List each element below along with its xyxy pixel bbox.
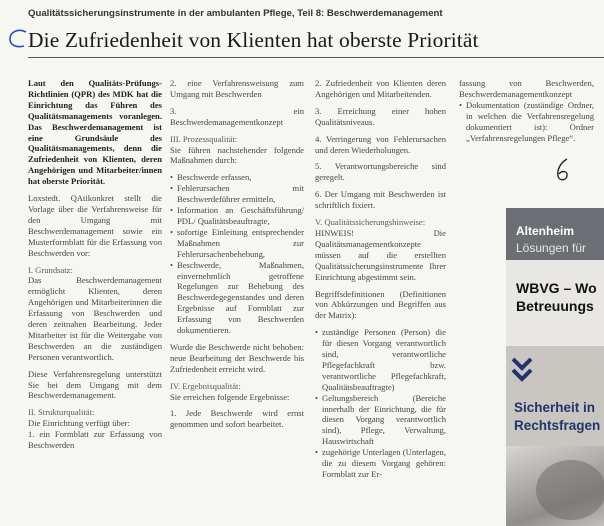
paragraph: 4. Verringerung von Fehlerursachen und deren Wiederholungen.	[315, 133, 446, 155]
intro-paragraph: Laut den Qualitäts-Prüfungs-Richtlinien (QPR) des MDK hat die Einrichtung das Führen des Qualitätsmanagements voranlegen. Das Beschwerdemanagement ist eine Grundsäule des Qualitätsmanagements, denn die Zufriedenheit von Klienten, deren Angehörigen und Mitarbeiter/innen hat oberste Priorität.	[28, 78, 162, 187]
paragraph: 3. Erreichung einer hohen Qualitätsniveaus.	[315, 105, 446, 127]
column-2	[170, 78, 304, 436]
ad-header	[506, 208, 604, 260]
paragraph: Sie erreichen folgende Ergebnisse:	[170, 391, 290, 402]
section-heading: III. Prozessqualität:	[170, 133, 238, 144]
ad-header-subtitle: Lösungen für	[516, 241, 587, 255]
paragraph: Diese Verfahrensregelung unterstützt Sie bei dem Umgang mit dem Beschwerdemanagement.	[28, 368, 162, 401]
paragraph: 6. Der Umgang mit Beschwerden ist schriftlich fixiert.	[315, 189, 446, 211]
list-item: • Information an Geschäftsführung/ PDL/ Qualitätsbeauftragte,	[170, 205, 304, 227]
title-rule	[28, 57, 604, 58]
ad-headline-line: Betreuungs	[516, 298, 594, 314]
paragraph: fassung von Beschwerden, Beschwerdemanagementkonzept	[459, 78, 594, 99]
paragraph: 5. Verantwortungsbereiche sind geregelt.	[315, 161, 446, 183]
ad-photo	[506, 446, 604, 526]
list-item: • Dokumentation (zuständige Ordner, in welchen die Verfahrensregelung dokumentiert ist): Ordner „Verfahrensregelungen Pflege“.	[459, 100, 594, 144]
chevron-down-icon	[511, 356, 533, 384]
ad-tagline-line: Rechtsfragen	[514, 418, 601, 433]
list-item: • Beschwerde erfassen,	[170, 172, 304, 183]
ad-tagline-line: Sicherheit in	[514, 400, 596, 415]
paragraph: 3. ein Beschwerdemanagementkonzept	[170, 105, 304, 127]
ad-headline-line: WBVG – Wo	[516, 280, 597, 296]
notice-paragraph: HINWEIS! Die Qualitätsmanagementkonzepte müssen auf die erstellten Qualitätssicherungsinstrumente Ihrer Einrichtung abgestimmt sein.	[315, 227, 446, 282]
list-item: • zugehörige Unterlagen (Unterlagen, die zu diesem Vorgang gehören: Formblatt zur Er-	[315, 447, 446, 480]
column-1	[28, 78, 162, 457]
ad-photo-shape	[536, 460, 604, 520]
paragraph: Das Beschwerdemanagement ermöglicht Klienten, deren Angehörigen und Mitarbeiterinnen die Erfassung von Beschwerden und deren zeitnahen Bearbeitung. Jeder Mitarbeiter ist für die Weitergabe von Beschwerden an die zuständigen Personen verantwortlich.	[28, 275, 162, 362]
column-4	[459, 78, 594, 149]
ad-header-title: Altenheim	[516, 224, 575, 238]
bullet-list	[459, 100, 594, 144]
advertisement-panel[interactable]	[506, 208, 604, 526]
paragraph: 1. ein Formblatt zur Erfassung von Beschwerden	[28, 429, 162, 451]
list-item: • zuständige Personen (Person) die für diesen Vorgang verantwortlich sind, verantwortliche Pflegefachkraft bzw. verantwortliche Pflegefachkraft, Qualitätsbeauftragte)	[315, 327, 446, 392]
pen-mark-icon	[4, 26, 30, 52]
paragraph: Die Einrichtung verfügt über:	[28, 418, 130, 429]
paragraph: Begriffsdefinitionen (Definitionen von Abkürzungen und Begriffen aus der Matrix):	[315, 288, 446, 321]
section-heading: V. Qualitätssicherungshinweise:	[315, 217, 426, 228]
article-title: Die Zufriedenheit von Klienten hat oberste Priorität	[28, 28, 479, 52]
paragraph: Sie führen nachstehender folgende Maßnahmen durch:	[170, 144, 304, 166]
paragraph: 2. eine Verfahrensweisung zum Umgang mit Beschwerden	[170, 78, 304, 99]
list-item: • Fehlerursachen mit Beschwerdeführer ermitteln,	[170, 183, 304, 205]
paragraph: Wurde die Beschwerde nicht behoben: neue Bearbeitung der Beschwerde bis Zufriedenheit erreicht wird.	[170, 341, 304, 374]
bullet-list	[170, 172, 304, 336]
list-item: • Geltungsbereich (Bereiche innerhalb der Einrichtung, die für diesen Vorgang verantwortlich sind), Pflege, Verwaltung, Hauswirtschaft	[315, 393, 446, 448]
paragraph: 1. Jede Beschwerde wird ernst genommen und sofort bearbeitet.	[170, 408, 304, 430]
handwritten-number-mark	[554, 157, 572, 183]
ad-headline-block	[506, 260, 604, 346]
bullet-list	[315, 327, 446, 480]
article-kicker: Qualitätssicherungsinstrumente in der ambulanten Pflege, Teil 8: Beschwerdemanagement	[28, 8, 443, 19]
section-heading: IV. Ergebnisqualität:	[170, 380, 241, 391]
section-heading: II. Strukturqualität:	[28, 407, 95, 418]
column-3	[315, 78, 446, 486]
paragraph: Loxstedt. QAtikonkret stellt die Vorlage über die Verfahrensweise für den Umgang mit Beschwerdemanagement sowie ein Musterformblatt für die Erfassung von Beschwerden vor:	[28, 193, 162, 258]
paragraph: 2. Zufriedenheit von Klienten deren Angehörigen und Mitarbeitenden.	[315, 78, 446, 99]
list-item: • sofortige Einleitung entsprechender Maßnahmen zur Fehlerursachenbehebung,	[170, 227, 304, 260]
list-item: • Beschwerde, Maßnahmen, einvernehmlich getroffene Regelungen zur Behebung des Beschwerdegegenstandes und deren Ergebnisse auf Formblatt zur Erfassung von Beschwerden dokumentieren.	[170, 260, 304, 336]
section-heading: I. Grundsatz:	[28, 264, 73, 275]
